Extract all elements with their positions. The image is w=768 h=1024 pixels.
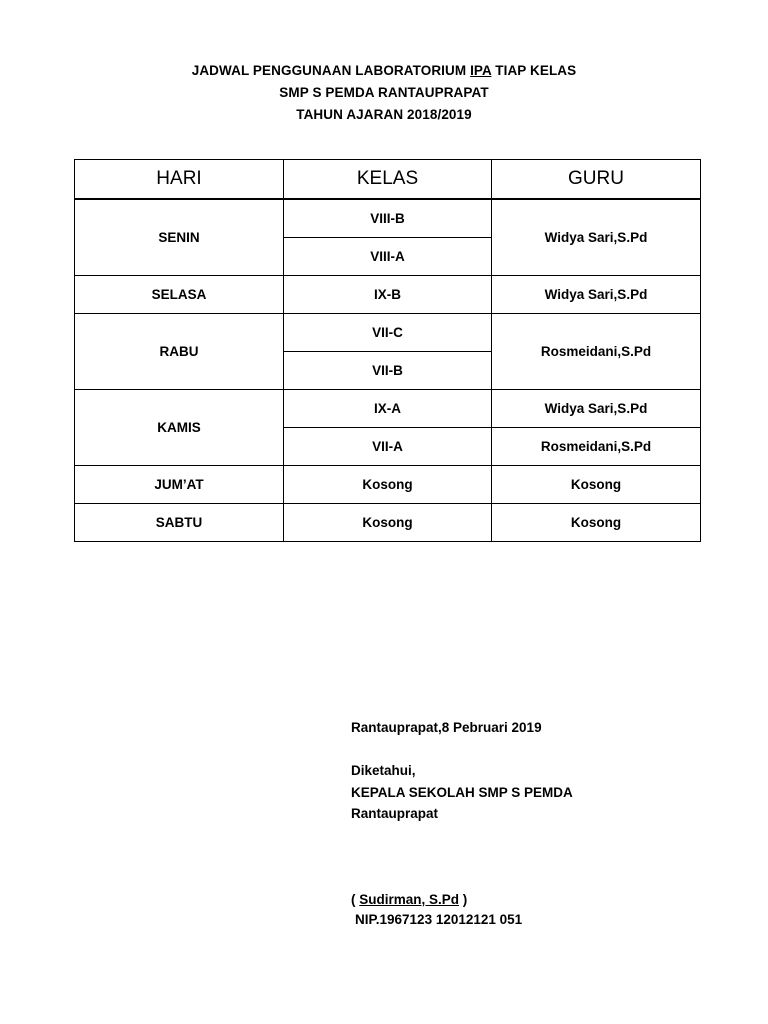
- table-row: [75, 466, 701, 504]
- cell-guru: Widya Sari,S.Pd: [492, 390, 701, 428]
- cell-kelas: VII-C: [284, 314, 492, 352]
- header-hari: HARI: [75, 160, 284, 200]
- table-header-row: [75, 160, 701, 200]
- title-underlined-subject: IPA: [470, 63, 492, 78]
- signature-position: KEPALA SEKOLAH SMP S PEMDA: [351, 785, 573, 800]
- table-row: [75, 390, 701, 428]
- cell-kelas: Kosong: [284, 466, 492, 504]
- cell-kelas: VII-A: [284, 428, 492, 466]
- table-row: [75, 276, 701, 314]
- header-kelas: KELAS: [284, 160, 492, 200]
- table-row: [75, 314, 701, 352]
- signature-known: Diketahui,: [351, 763, 416, 778]
- table-row: [75, 199, 701, 238]
- cell-hari: SENIN: [75, 199, 284, 276]
- signature-name: Sudirman, S.Pd: [359, 892, 460, 907]
- cell-guru: Rosmeidani,S.Pd: [492, 428, 701, 466]
- signature-name-line: [351, 892, 467, 907]
- cell-kelas: VIII-A: [284, 238, 492, 276]
- cell-hari: KAMIS: [75, 390, 284, 466]
- document-title-line2: SMP S PEMDA RANTAUPRAPAT: [279, 85, 489, 100]
- cell-kelas: IX-A: [284, 390, 492, 428]
- cell-guru: Rosmeidani,S.Pd: [492, 314, 701, 390]
- cell-hari: JUM’AT: [75, 466, 284, 504]
- cell-guru: Kosong: [492, 504, 701, 542]
- cell-kelas: VII-B: [284, 352, 492, 390]
- cell-hari: SABTU: [75, 504, 284, 542]
- cell-guru: Kosong: [492, 466, 701, 504]
- document-title-line1: [0, 63, 768, 78]
- signature-place-date: Rantauprapat,8 Pebruari 2019: [351, 720, 542, 735]
- signature-open-paren: (: [351, 892, 360, 907]
- signature-nip: NIP.1967123 12012121 051: [355, 912, 523, 927]
- cell-kelas: IX-B: [284, 276, 492, 314]
- cell-kelas: Kosong: [284, 504, 492, 542]
- title-prefix: JADWAL PENGGUNAAN LABORATORIUM: [191, 63, 471, 78]
- cell-guru: Widya Sari,S.Pd: [492, 199, 701, 276]
- cell-kelas: VIII-B: [284, 199, 492, 238]
- document-title-line3: TAHUN AJARAN 2018/2019: [296, 107, 472, 122]
- signature-city: Rantauprapat: [351, 806, 439, 821]
- cell-hari: RABU: [75, 314, 284, 390]
- cell-guru: Widya Sari,S.Pd: [492, 276, 701, 314]
- signature-close-paren: ): [459, 892, 468, 907]
- header-guru: GURU: [492, 160, 701, 200]
- schedule-table: [74, 159, 701, 542]
- cell-hari: SELASA: [75, 276, 284, 314]
- title-suffix: TIAP KELAS: [491, 63, 577, 78]
- table-row: [75, 504, 701, 542]
